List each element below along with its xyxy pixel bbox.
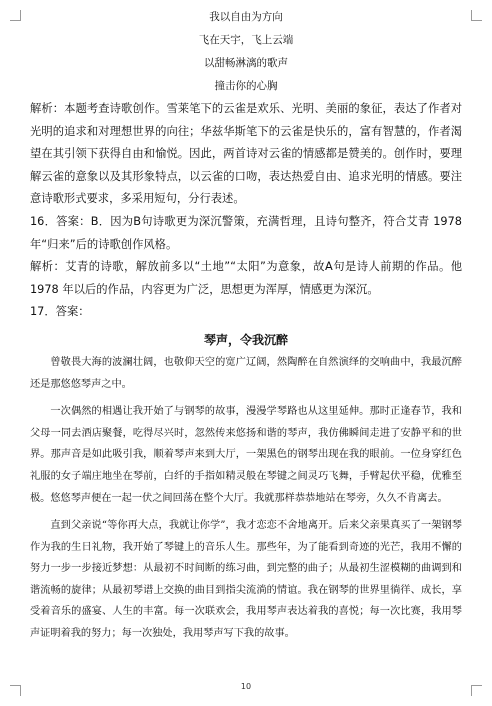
poem-line: 撞击你的心胸 [214, 80, 278, 92]
poem-line: 以甜畅淋漓的歌声 [204, 57, 288, 69]
essay-title: 琴声，令我沉醉 [203, 332, 288, 347]
answer-section [30, 98, 462, 324]
answer-16: 16．答案：B．因为B句诗歌更为深沉警策，充满哲理，且诗句整齐，符合艾青 1978 年“归来”后的诗歌创作风格。 [30, 214, 462, 251]
poem-block [30, 6, 462, 98]
essay-paragraph: 直到父亲说“等你再大点，我就让你学”，我才恋恋不舍地离开。后来父亲果真买了一架钢琴作为我的生日礼物，我开始了琴键上的音乐人生。那些年，为了能看到奇迹的光芒，我用不懈的努力一步一步接近梦想：从最初不时间断的练习曲，到完整的曲子；从最初生涩模糊的曲调到和谐流畅的旋律；从最初琴谱上交换的曲目到指尖流淌的情谊。我在钢琴的世界里徜徉、成长，享受着音乐的盛宴、人生的丰富。每一次联欢会，我用琴声表达着我的喜悦；每一次比赛，我用琴声证明着我的努力；每一次独处，我用琴声写下我的故事。 [30, 520, 462, 640]
document-page [30, 6, 462, 651]
page-corner-mark-top-left [10, 10, 21, 21]
answer-17-label: 17．答案： [30, 305, 90, 319]
poem-line: 飞在天宇，飞上云端 [198, 34, 294, 46]
explanation-15: 解析：本题考查诗歌创作。雪莱笔下的云雀是欢乐、光明、美丽的象征，表达了作者对光明的追求和对理想世界的向往；华兹华斯笔下的云雀是快乐的，富有智慧的，作者渴望在其引领下获得自由和愉悦。因此，两首诗对云雀的情感都是赞美的。创作时，要理解云雀的意象以及其形象特点，以云雀的口吻，表达热爱自由、追求光明的情感。要注意诗歌形式要求，多采用短句，分行表述。 [30, 102, 462, 206]
essay-paragraph: 一次偶然的相遇让我开始了与钢琴的故事，漫漫学琴路也从这里延伸。那时正逢春节，我和父母一同去酒店聚餐，吃得尽兴时，忽然传来悠扬和谐的琴声，我仿佛瞬间走进了安静平和的世界。那声音是如此吸引我，顺着琴声来到大厅，一架黑色的钢琴出现在我的眼前。一位身穿红色礼服的女子端庄地坐在琴前，白纤的手指如精灵般在琴键之间灵巧飞舞，手臂起伏平稳，优雅至极。悠悠琴声便在一起一伏之间回荡在整个大厅。我就那样恭恭地站在琴旁，久久不肯离去。 [30, 406, 462, 504]
page-number: 10 [240, 682, 252, 691]
page-corner-mark-top-right [471, 10, 482, 21]
explanation-16: 解析：艾青的诗歌，解放前多以“土地”“太阳”为意象，故A句是诗人前期的作品。他 1978 年以后的作品，内容更为广泛，思想更为浑厚，情感更为深沉。 [30, 260, 462, 296]
essay-body [30, 352, 462, 645]
essay-paragraph: 曾敬畏大海的波澜壮阔，也敬仰天空的宽广辽阔，然陶醉在自然演绎的交响曲中，我最沉醉还是那悠悠琴声之中。 [30, 356, 462, 390]
poem-line: 我以自由为方向 [209, 11, 283, 23]
